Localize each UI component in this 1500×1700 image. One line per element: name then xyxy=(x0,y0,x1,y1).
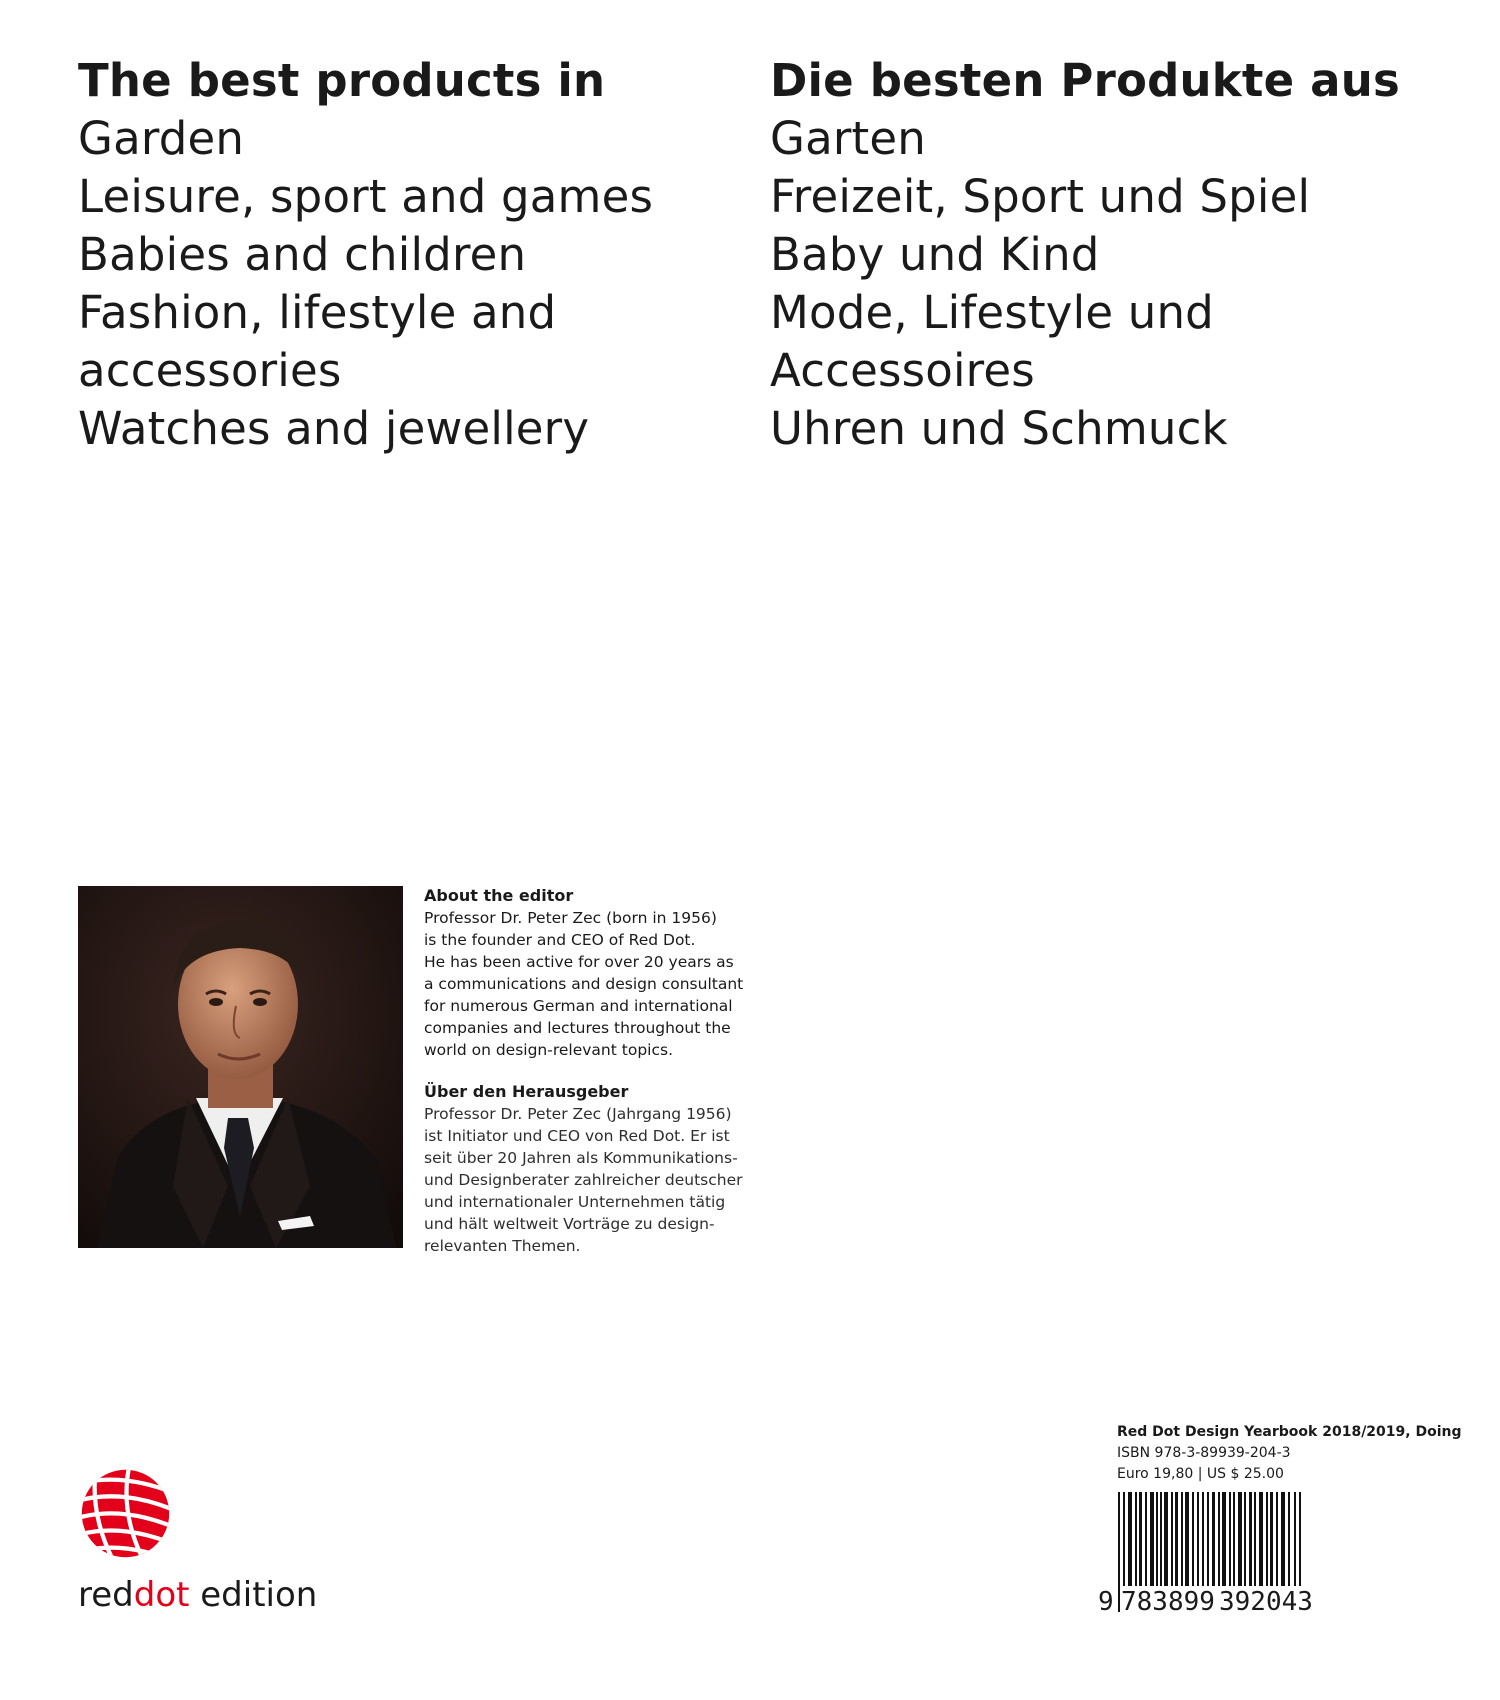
isbn-number: ISBN 978-3-89939-204-3 xyxy=(1117,1445,1291,1461)
english-category-item: Watches and jewellery xyxy=(78,402,590,455)
english-category-item: Leisure, sport and games xyxy=(78,170,654,223)
barcode-digits-left: 783899 xyxy=(1121,1587,1215,1617)
herausgeber-heading: Über den Herausgeber xyxy=(424,1082,629,1101)
herausgeber-text: Professor Dr. Peter Zec (Jahrgang 1956) ist Initiator und CEO von Red Dot. Er ist seit über 20 Jahren als Kommunikations- und Designberater zahlreicher deutscher und internationaler Unternehmen tätig und hält weltweit Vorträge zu design- relevanten Themen. xyxy=(424,1105,743,1255)
barcode-digits-right: 392043 xyxy=(1219,1587,1313,1617)
german-category-item: Garten xyxy=(770,112,926,165)
german-category-item: Accessoires xyxy=(770,344,1035,397)
english-category-item: Babies and children xyxy=(78,228,527,281)
german-category-item: Baby und Kind xyxy=(770,228,1100,281)
brand-edition-word: edition xyxy=(189,1575,318,1615)
editor-bio-german xyxy=(424,1081,764,1257)
portrait-illustration xyxy=(78,886,403,1248)
english-category-item: Garden xyxy=(78,112,245,165)
english-category-item: accessories xyxy=(78,344,342,397)
german-heading: Die besten Produkte aus xyxy=(770,54,1400,107)
editor-portrait-photo xyxy=(78,886,403,1248)
publication-info xyxy=(1117,1422,1462,1485)
editor-bio-english xyxy=(424,885,764,1061)
red-dot-logo-icon xyxy=(78,1466,173,1561)
german-category-list xyxy=(770,52,1400,458)
about-editor-heading: About the editor xyxy=(424,886,574,905)
publication-title: Red Dot Design Yearbook 2018/2019, Doing xyxy=(1117,1424,1462,1440)
english-category-list xyxy=(78,52,653,458)
brand-dot-word: dot xyxy=(133,1575,190,1615)
editor-biography xyxy=(424,885,764,1257)
english-heading: The best products in xyxy=(78,54,606,107)
english-category-item: Fashion, lifestyle and xyxy=(78,286,557,339)
german-category-item: Mode, Lifestyle und xyxy=(770,286,1214,339)
barcode-digit-prefix: 9 xyxy=(1098,1587,1114,1617)
price-info: Euro 19,80 | US $ 25.00 xyxy=(1117,1466,1284,1482)
about-editor-text: Professor Dr. Peter Zec (born in 1956) is the founder and CEO of Red Dot. He has been active for over 20 years as a communications and design consultant for numerous German and international companies and lectures throughout the world on design-relevant topics. xyxy=(424,909,744,1059)
brand-red-word: red xyxy=(78,1575,134,1615)
reddot-edition-brand xyxy=(78,1575,317,1615)
german-category-item: Freizeit, Sport und Spiel xyxy=(770,170,1311,223)
german-category-item: Uhren und Schmuck xyxy=(770,402,1228,455)
